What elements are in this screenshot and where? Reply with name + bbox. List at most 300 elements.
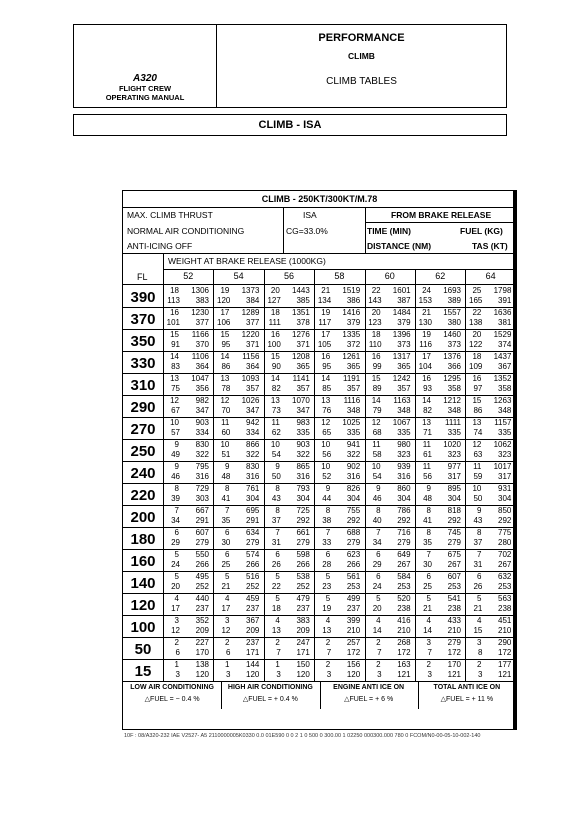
climb-fuel: 1484 [392,308,411,317]
climb-time: 20 [472,330,482,339]
climb-time: 8 [376,506,381,515]
flight-level: 240 [130,465,156,482]
climb-time: 1 [174,660,179,669]
climb-time: 5 [426,594,431,603]
climb-tas: 366 [447,362,461,371]
climb-time: 8 [224,484,230,493]
climb-time: 7 [174,506,179,515]
climb-distance: 134 [317,296,332,305]
climb-time: 18 [170,286,179,295]
climb-fuel: 1025 [342,418,361,427]
climb-distance: 3 [225,670,231,679]
climb-tas: 322 [296,450,310,459]
climb-distance: 22 [271,582,281,591]
climb-fuel: 745 [447,528,461,537]
aircraft-model: A320 [133,73,157,84]
climb-fuel: 227 [195,638,209,647]
climb-tas: 238 [498,604,512,613]
climb-tas: 335 [498,428,512,437]
climb-tas: 335 [447,428,461,437]
climb-time: 17 [220,308,230,317]
climb-distance: 68 [372,428,382,437]
climb-distance: 85 [322,384,332,393]
climb-distance: 38 [322,516,332,525]
flight-level: 140 [130,575,156,592]
climb-distance: 3 [377,670,382,679]
flight-level: 180 [130,531,156,548]
climb-tas: 384 [246,296,260,305]
climb-tas: 322 [346,450,361,459]
climb-distance: 101 [166,318,180,327]
climb-time: 18 [472,352,482,361]
climb-fuel: 983 [296,418,310,427]
climb-tas: 322 [195,450,209,459]
climb-time: 5 [376,594,381,603]
climb-time: 2 [325,638,331,647]
legend-tas: TAS (KT) [472,241,508,251]
climb-fuel: 352 [195,616,209,625]
climb-time: 11 [372,440,381,449]
climb-fuel: 1141 [292,374,310,383]
climb-distance: 138 [469,318,483,327]
climb-distance: 165 [469,296,483,305]
climb-time: 2 [224,638,230,647]
climb-table [122,190,517,730]
climb-distance: 54 [271,450,281,459]
climb-fuel: 688 [346,528,361,537]
climb-tas: 383 [195,296,209,305]
climb-distance: 6 [175,648,180,657]
weight-column-header: 52 [183,271,194,281]
climb-tas: 373 [447,340,461,349]
climb-tas: 292 [346,516,361,525]
climb-tas: 304 [246,494,260,503]
climb-fuel: 495 [195,572,209,581]
climb-tas: 291 [195,516,209,525]
climb-tas: 347 [195,406,209,415]
climb-distance: 3 [427,670,432,679]
climb-tas: 357 [346,384,361,393]
climb-time: 21 [321,286,331,295]
flight-level: 120 [130,597,156,614]
climb-time: 9 [376,484,381,493]
climb-time: 2 [476,660,482,669]
climb-distance: 7 [276,648,281,657]
climb-distance: 21 [423,604,432,613]
climb-tas: 279 [346,538,361,547]
flight-level: 330 [130,355,156,372]
climb-tas: 357 [296,384,310,393]
climb-distance: 23 [322,582,332,591]
climb-fuel: 661 [296,528,310,537]
climb-fuel: 367 [246,616,260,625]
climb-time: 11 [422,462,431,471]
chapter-subject: CLIMB TABLES [326,76,397,87]
climb-tas: 348 [447,406,461,415]
climb-fuel: 541 [447,594,461,603]
climb-tas: 266 [246,560,260,569]
climb-time: 24 [422,286,431,295]
climb-time: 6 [174,528,179,537]
climb-tas: 304 [397,494,411,503]
climb-tas: 267 [498,560,512,569]
climb-tas: 347 [296,406,310,415]
climb-fuel: 138 [195,660,209,669]
climb-time: 7 [224,506,230,515]
climb-distance: 35 [423,538,432,547]
climb-tas: 370 [195,340,209,349]
climb-distance: 116 [419,340,432,349]
climb-distance: 78 [221,384,231,393]
legend-distance: DISTANCE (NM) [367,241,432,251]
climb-fuel: 1047 [191,374,209,383]
climb-fuel: 257 [346,638,361,647]
climb-fuel: 865 [296,462,310,471]
flight-level: 350 [130,333,156,350]
climb-tas: 238 [397,604,411,613]
climb-tas: 316 [296,472,310,481]
climb-distance: 3 [276,670,281,679]
climb-distance: 46 [171,472,180,481]
climb-tas: 378 [296,318,310,327]
climb-distance: 31 [271,538,281,547]
climb-distance: 29 [171,538,180,547]
climb-distance: 17 [221,604,231,613]
climb-time: 7 [376,528,381,537]
climb-tas: 304 [447,494,461,503]
weight-header: WEIGHT AT BRAKE RELEASE (1000KG) [168,256,326,266]
climb-time: 19 [220,286,230,295]
climb-distance: 41 [423,516,432,525]
climb-time: 5 [224,572,230,581]
climb-tas: 335 [296,428,310,437]
footer-divider [320,681,321,709]
climb-fuel: 163 [397,660,411,669]
climb-time: 10 [472,484,482,493]
document-footnote: 10F : 08/A320-232 IAE V2527- A5 2110000005K0330 0.0 01E590 0 0 2 1 0 500 0 300.00 1 02250 000300.000 780 0 FCOM/N0-00-05-10-002-140 [124,733,481,739]
chapter-subtitle: CLIMB [348,51,375,61]
climb-tas: 304 [346,494,361,503]
climb-distance: 48 [423,494,432,503]
climb-time: 3 [224,616,230,625]
climb-fuel: 1295 [443,374,461,383]
climb-fuel: 1191 [342,374,361,383]
climb-time: 15 [270,352,280,361]
climb-time: 5 [275,594,280,603]
climb-tas: 316 [246,472,260,481]
climb-distance: 28 [322,560,332,569]
correction-value: △FUEL = + 11 % [440,696,494,703]
weight-column-header: 64 [485,271,496,281]
climb-distance: 57 [171,428,180,437]
climb-fuel: 1062 [493,440,512,449]
flight-level: 160 [130,553,156,570]
climb-time: 6 [224,550,230,559]
climb-fuel: 459 [246,594,260,603]
condition-divider [365,207,366,253]
climb-fuel: 1026 [241,396,260,405]
climb-fuel: 499 [346,594,361,603]
climb-fuel: 1373 [241,286,260,295]
flight-level: 370 [130,311,156,328]
climb-distance: 56 [423,472,432,481]
climb-time: 7 [426,550,431,559]
climb-distance: 6 [225,648,231,657]
climb-time: 22 [371,286,381,295]
climb-time: 9 [224,462,230,471]
climb-tas: 374 [498,340,512,349]
climb-time: 9 [476,506,482,515]
climb-distance: 37 [473,538,483,547]
footer-divider [221,681,222,709]
climb-tas: 335 [397,428,411,437]
climb-fuel: 584 [397,572,411,581]
climb-tas: 358 [447,384,461,393]
climb-tas: 365 [346,362,361,371]
climb-distance: 35 [221,516,231,525]
climb-tas: 210 [498,626,512,635]
climb-tas: 266 [296,560,310,569]
climb-tas: 172 [346,648,361,657]
climb-time: 16 [321,352,331,361]
climb-time: 6 [224,528,230,537]
climb-distance: 50 [271,472,281,481]
climb-tas: 387 [397,296,411,305]
climb-tas: 280 [498,538,512,547]
climb-fuel: 1557 [443,308,461,317]
climb-distance: 109 [469,362,483,371]
climb-fuel: 237 [246,638,260,647]
climb-distance: 89 [372,384,382,393]
flight-level: 50 [134,641,152,658]
climb-distance: 48 [221,472,231,481]
climb-time: 6 [426,572,431,581]
climb-time: 10 [321,440,331,449]
climb-time: 5 [174,550,179,559]
climb-fuel: 903 [296,440,310,449]
climb-time: 9 [325,484,331,493]
climb-tas: 292 [296,516,310,525]
climb-time: 4 [275,616,280,625]
climb-fuel: 1460 [443,330,461,339]
climb-tas: 292 [498,516,512,525]
climb-tas: 172 [498,648,512,657]
climb-tas: 292 [397,516,411,525]
climb-time: 12 [321,418,331,427]
climb-distance: 18 [271,604,281,613]
climb-distance: 34 [171,516,180,525]
header-divider [123,284,516,285]
climb-distance: 3 [326,670,332,679]
climb-fuel: 479 [296,594,310,603]
climb-fuel: 982 [195,396,209,405]
flight-level: 15 [134,663,152,680]
climb-tas: 238 [447,604,461,613]
climb-time: 8 [275,484,280,493]
climb-fuel: 177 [498,660,512,669]
climb-fuel: 1306 [191,286,209,295]
climb-distance: 7 [427,648,432,657]
climb-tas: 209 [246,626,260,635]
climb-distance: 79 [372,406,382,415]
climb-tas: 266 [195,560,209,569]
climb-time: 22 [472,308,482,317]
climb-distance: 93 [423,384,432,393]
climb-tas: 335 [346,428,361,437]
climb-fuel: 623 [346,550,361,559]
correction-value: △FUEL = + 6 % [344,696,394,703]
climb-tas: 253 [447,582,461,591]
climb-distance: 76 [322,406,332,415]
climb-distance: 82 [271,384,281,393]
climb-time: 13 [220,374,230,383]
climb-tas: 121 [397,670,411,679]
climb-distance: 60 [221,428,231,437]
climb-time: 5 [325,594,331,603]
climb-distance: 37 [271,516,281,525]
climb-distance: 20 [372,604,382,613]
climb-tas: 389 [447,296,461,305]
climb-fuel: 830 [246,462,260,471]
climb-fuel: 1416 [342,308,361,317]
climb-fuel: 550 [195,550,209,559]
climb-tas: 334 [246,428,260,437]
climb-time: 20 [270,286,280,295]
climb-tas: 237 [346,604,361,613]
climb-fuel: 1519 [342,286,361,295]
climb-tas: 253 [498,582,512,591]
climb-tas: 347 [246,406,260,415]
climb-time: 13 [321,396,331,405]
climb-distance: 21 [473,604,483,613]
climb-fuel: 939 [397,462,411,471]
climb-time: 19 [422,330,431,339]
climb-distance: 90 [271,362,281,371]
weight-column-header: 56 [283,271,294,281]
climb-fuel: 156 [346,660,361,669]
climb-fuel: 1166 [191,330,209,339]
climb-fuel: 980 [397,440,411,449]
climb-distance: 40 [372,516,382,525]
chapter-title: PERFORMANCE [318,32,405,44]
climb-distance: 13 [271,626,281,635]
climb-fuel: 941 [346,440,361,449]
climb-tas: 381 [498,318,512,327]
climb-distance: 52 [322,472,332,481]
climb-time: 14 [422,396,431,405]
climb-time: 3 [476,638,482,647]
climb-fuel: 520 [397,594,411,603]
climb-time: 7 [476,550,482,559]
climb-distance: 12 [221,626,231,635]
climb-time: 9 [174,462,179,471]
climb-distance: 123 [368,318,382,327]
climb-distance: 50 [473,494,483,503]
climb-tas: 292 [447,516,461,525]
climb-time: 13 [270,396,280,405]
climb-time: 13 [472,418,482,427]
climb-distance: 95 [322,362,332,371]
climb-time: 13 [170,374,179,383]
climb-tas: 120 [246,670,260,679]
climb-distance: 61 [423,450,432,459]
climb-time: 8 [476,528,482,537]
climb-time: 6 [275,550,280,559]
climb-time: 4 [174,594,179,603]
climb-fuel: 830 [195,440,209,449]
climb-distance: 111 [268,318,281,327]
climb-tas: 373 [397,340,411,349]
condition-air-conditioning: NORMAL AIR CONDITIONING [127,226,245,236]
climb-time: 14 [270,374,280,383]
climb-fuel: 416 [397,616,411,625]
climb-tas: 357 [246,384,260,393]
climb-fuel: 818 [447,506,461,515]
chapter-info [217,25,506,107]
climb-fuel: 1437 [493,352,512,361]
climb-time: 16 [371,352,381,361]
climb-tas: 237 [246,604,260,613]
climb-time: 2 [426,660,431,669]
climb-tas: 377 [195,318,209,327]
climb-fuel: 1208 [292,352,310,361]
climb-tas: 279 [397,538,411,547]
climb-tas: 209 [195,626,209,635]
climb-distance: 46 [372,494,382,503]
climb-tas: 304 [498,494,512,503]
condition-divider [123,253,516,254]
climb-distance: 20 [171,582,180,591]
climb-distance: 43 [271,494,281,503]
climb-distance: 95 [221,340,231,349]
climb-time: 14 [220,352,230,361]
flight-level: 220 [130,487,156,504]
condition-divider [283,207,284,253]
flight-level: 290 [130,399,156,416]
correction-title: HIGH AIR CONDITIONING [227,684,313,691]
header-divider [163,269,516,270]
climb-tas: 237 [296,604,310,613]
climb-fuel: 1017 [493,462,512,471]
climb-distance: 24 [171,560,180,569]
climb-fuel: 866 [246,440,260,449]
climb-tas: 210 [447,626,461,635]
climb-time: 8 [275,506,280,515]
climb-distance: 25 [423,582,432,591]
climb-distance: 3 [477,670,483,679]
climb-time: 5 [275,572,280,581]
climb-fuel: 1261 [342,352,361,361]
climb-tas: 120 [195,670,209,679]
climb-distance: 113 [167,296,180,305]
climb-distance: 31 [473,560,483,569]
flight-level: 310 [130,377,156,394]
climb-time: 12 [170,396,179,405]
climb-fuel: 563 [498,594,512,603]
climb-time: 15 [170,330,179,339]
climb-distance: 21 [221,582,231,591]
climb-time: 17 [422,352,431,361]
climb-tas: 267 [447,560,461,569]
climb-tas: 171 [296,648,310,657]
climb-fuel: 1116 [343,396,361,405]
climb-time: 4 [426,616,431,625]
climb-distance: 12 [171,626,180,635]
climb-time: 4 [325,616,331,625]
climb-tas: 172 [397,648,411,657]
climb-fuel: 725 [296,506,310,515]
climb-distance: 83 [171,362,180,371]
